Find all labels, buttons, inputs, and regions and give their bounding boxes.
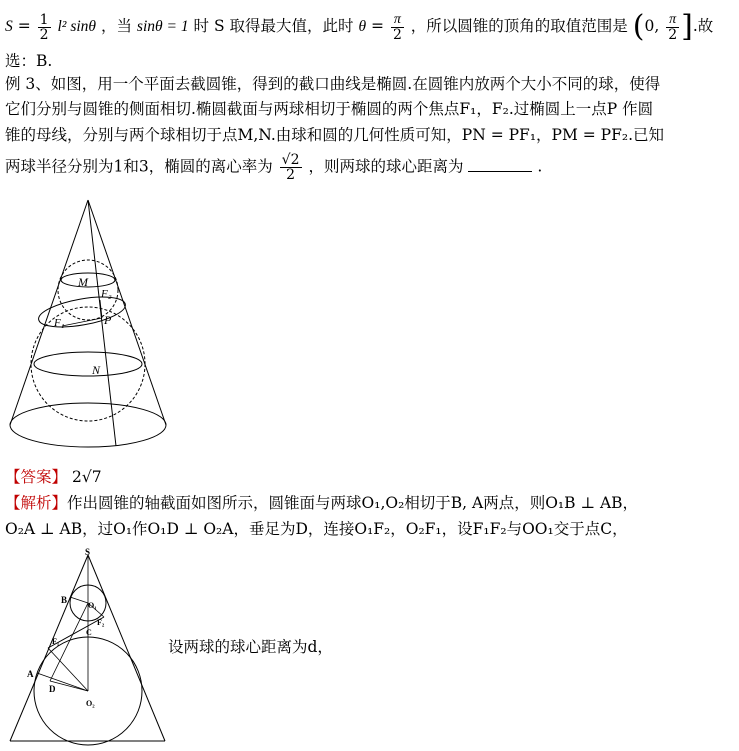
right-bracket: ] xyxy=(681,9,693,44)
analysis-line2: O₂A ⊥ AB，过O₁作O₁D ⊥ O₂A，垂足为D，连接O₁F₂，O₂F₁，设F₁F₂与OO₁交于点C， xyxy=(5,520,628,538)
frac-num: 1 xyxy=(39,11,49,28)
answer-value: 2√7 xyxy=(71,468,102,486)
label-N: N xyxy=(92,363,101,377)
frac-den: 2 xyxy=(39,26,49,43)
example-line3: 锥的母线，分别与两个球相切于点M,N.由球和圆的几何性质可知，PN = PF₁，PM = PF₂.已知 xyxy=(5,126,664,144)
D-O2-line xyxy=(50,681,88,691)
triangle-right xyxy=(88,555,165,741)
answer-label: 【答案】 xyxy=(5,468,68,486)
l2sin-expr: l² sinθ xyxy=(57,18,97,35)
range-pi: π xyxy=(666,13,679,28)
text-therefore: .故 xyxy=(692,17,714,35)
label-F2-fig2: F₂ xyxy=(97,618,105,627)
S-symbol: S xyxy=(5,18,13,35)
analysis-text1: 作出圆锥的轴截面如图所示，圆锥面与两球O₁,O₂相切于B, A两点，则O₁B ⊥ AB， xyxy=(67,494,639,512)
example-line1: 例 3、如图，用一个平面去截圆锥，得到的截口曲线是椭圆.在圆锥内放两个大小不同的球，使得 xyxy=(5,75,661,93)
label-A: A xyxy=(27,669,34,679)
example-line4 xyxy=(5,153,542,182)
analysis-line1 xyxy=(5,492,638,514)
section-ellipse xyxy=(36,292,127,333)
text-when: ，当 xyxy=(100,17,132,35)
sin-eq-expr: sinθ = 1 xyxy=(136,18,189,35)
range-two: 2 xyxy=(668,26,678,43)
theta-symbol: θ xyxy=(358,18,367,35)
analysis-label: 【解析】 xyxy=(5,494,68,512)
equals: = xyxy=(17,17,31,35)
label-P: P xyxy=(104,313,112,327)
range-zero: 0, xyxy=(644,17,660,35)
text-range: ，所以圆锥的顶角的取值范围是 xyxy=(410,17,628,35)
cone-figure xyxy=(0,192,180,462)
O1B-radius xyxy=(70,597,88,603)
O2A-radius xyxy=(37,673,88,691)
label-C: C xyxy=(86,628,92,637)
analysis-side-text: 设两球的球心距离为d， xyxy=(168,638,333,656)
label-S: S xyxy=(85,547,91,557)
pi-num: π xyxy=(391,13,404,28)
axial-section-figure xyxy=(0,545,170,751)
equals2: = xyxy=(371,17,384,35)
range-pi-over-2 xyxy=(666,13,679,42)
example-line4-c: . xyxy=(537,157,543,176)
example-line4-b: ，则两球的球心距离为 xyxy=(308,157,464,176)
para1-line2: 选：B. xyxy=(5,52,53,70)
label-F2: F₂ xyxy=(101,288,112,300)
cone-right-edge xyxy=(88,200,166,425)
label-F1: F₁ xyxy=(54,317,65,329)
text-max: 时 S 取得最大值，此时 xyxy=(193,17,354,35)
pi-over-2 xyxy=(391,13,404,42)
answer-blank xyxy=(468,157,532,172)
label-O1: O₁ xyxy=(88,601,97,610)
ecc-den: 2 xyxy=(286,167,296,183)
label-F1-fig2: F₁ xyxy=(52,637,60,646)
pi-den: 2 xyxy=(392,26,402,43)
answer-line xyxy=(5,466,102,488)
label-M: M xyxy=(78,275,88,289)
example-line4-a: 两球半径分别为1和3，椭圆的离心率为 xyxy=(5,157,273,176)
cone-base xyxy=(10,403,166,447)
ecc-num: √2 xyxy=(281,152,300,168)
eccentricity-fraction xyxy=(280,153,302,182)
small-contact-circle xyxy=(61,273,115,287)
label-O2: O₂ xyxy=(86,699,95,708)
large-contact-circle xyxy=(34,352,142,376)
half-fraction xyxy=(38,13,51,42)
label-B: B xyxy=(61,595,68,605)
para1-line1 xyxy=(5,9,714,44)
left-paren: ( xyxy=(632,9,645,44)
cone-left-edge xyxy=(10,200,88,425)
example-line2: 它们分别与圆锥的侧面相切.椭圆截面与两球相切于椭圆的两个焦点F₁，F₂.过椭圆上一点P 作圆 xyxy=(5,100,654,118)
label-D: D xyxy=(49,684,56,694)
